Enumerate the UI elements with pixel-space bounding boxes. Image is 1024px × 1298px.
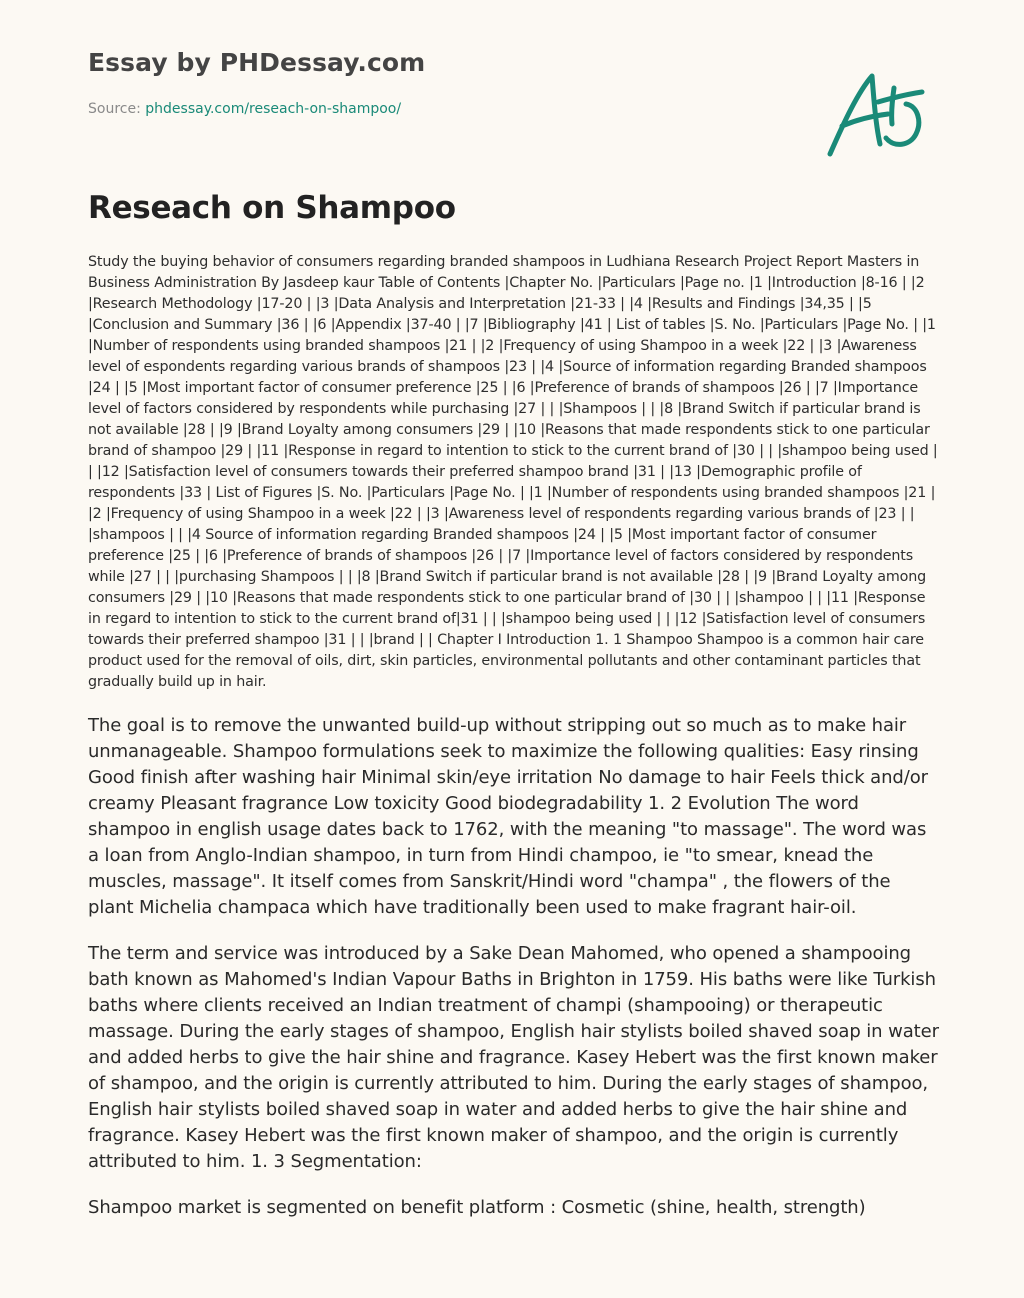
source-link[interactable]: phdessay.com/reseach-on-shampoo/ — [145, 101, 402, 117]
paragraph: The goal is to remove the unwanted build-up without stripping out so much as to make hair unmanageable. Shampoo formulations seek to maximize the following qualities: Easy rinsing Good finish after washing hair Minimal skin/eye irritation No damage to hair Feels thick and/or creamy Pleasant fragrance Low toxicity Good biodegradability 1. 2 Evolution The word shampoo in english usage dates back to 1762, with the meaning "to massage". The word was a loan from Anglo-Indian shampoo, in turn from Hindi champoo, ie "to smear, knead the muscles, massage". It itself comes from Sanskrit/Hindi word "champa" , the flowers of the plant Michelia champaca which have traditionally been used to make fragrant hair-oil. — [88, 715, 928, 918]
essay-body — [88, 252, 940, 1241]
source-line — [88, 101, 425, 117]
paragraph-intro: Study the buying behavior of consumers regarding branded shampoos in Ludhiana Research Project Report Masters in Business Administration By Jasdeep kaur Table of Contents |Chapter No. |Particulars |Page no. |1 |Introduction |8-16 | |2 |Research Methodology |17-20 | |3 |Data Analysis and Interpretation |21-33 | |4 |Results and Findings |34,35 | |5 |Conclusion and Summary |36 | |6 |Appendix |37-40 | |7 |Bibliography |41 | List of tables |S. No. |Particulars |Page No. | |1 |Number of respondents using branded shampoos |21 | |2 |Frequency of using Shampoo in a week |22 | |3 |Awareness level of espondents regarding various brands of shampoos |23 | |4 |Source of information regarding Branded shampoos |24 | |5 |Most important factor of consumer preference |25 | |6 |Preference of brands of shampoos |26 | |7 |Importance level of factors considered by respondents while purchasing |27 | | |Shampoos | | |8 |Brand Switch if particular brand is not available |28 | |9 |Brand Loyalty among consumers |29 | |10 |Reasons that made respondents stick to one particular brand of shampoo |29 | |11 |Response in regard to intention to stick to the current brand of |30 | | |shampoo being used | | |12 |Satisfaction level of consumers towards their preferred shampoo brand |31 | |13 |Demographic profile of respondents |33 | List of Figures |S. No. |Particulars |Page No. | |1 |Number of respondents using branded shampoos |21 | |2 |Frequency of using Shampoo in a week |22 | |3 |Awareness level of respondents regarding various brands of |23 | | |shampoos | | |4 Source of information regarding Branded shampoos |24 | |5 |Most important factor of consumer preference |25 | |6 |Preference of brands of shampoos |26 | |7 |Importance level of factors considered by respondents while |27 | | |purchasing Shampoos | | |8 |Brand Switch if particular brand is not available |28 | |9 |Brand Loyalty among consumers |29 | |10 |Reasons that made respondents stick to one particular brand of |30 | | |shampoo | | |11 |Response in regard to intention to stick to the current brand of|31 | | |shampoo being used | | |12 |Satisfaction level of consumers towards their preferred shampoo |31 | | |brand | | Chapter I Introduction 1. 1 Shampoo Shampoo is a common hair care product used for the removal of oils, dirt, skin particles, environmental pollutants and other contaminant particles that gradually build up in hair. — [88, 254, 938, 690]
essay-title: Reseach on Shampoo — [88, 190, 456, 226]
fade-overlay — [0, 1236, 1024, 1298]
a-plus-logo-icon — [822, 62, 932, 162]
paragraph: The term and service was introduced by a Sake Dean Mahomed, who opened a shampooing bath known as Mahomed's Indian Vapour Baths in Brighton in 1759. His baths were like Turkish baths where clients received an Indian treatment of champi (shampooing) or therapeutic massage. During the early stages of shampoo, English hair stylists boiled shaved soap in water and added herbs to give the hair shine and fragrance. Kasey Hebert was the first known maker of shampoo, and the origin is currently attributed to him. During the early stages of shampoo, English hair stylists boiled shaved soap in water and added herbs to give the hair shine and fragrance. Kasey Hebert was the first known maker of shampoo, and the origin is currently attributed to him. 1. 3 Segmentation: — [88, 943, 939, 1172]
paragraph-faded: Shampoo market is segmented on benefit platform : Cosmetic (shine, health, strength) — [88, 1197, 866, 1218]
source-label: Source: — [88, 101, 146, 117]
page-header — [88, 48, 425, 117]
site-title[interactable]: Essay by PHDessay.com — [88, 48, 426, 77]
